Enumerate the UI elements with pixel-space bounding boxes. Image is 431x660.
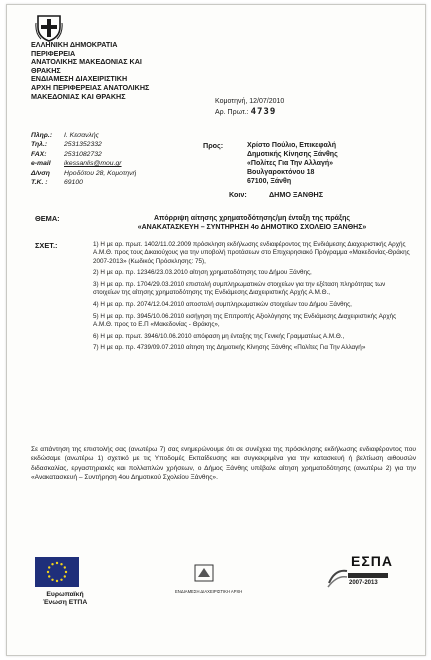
- org-line: ΘΡΑΚΗΣ: [31, 65, 61, 75]
- org-line: ΠΕΡΙΦΕΡΕΙΑ: [31, 48, 76, 58]
- protocol-label: Αρ. Πρωτ.:: [215, 109, 249, 116]
- references-list: [93, 241, 413, 356]
- contact-label: Τηλ.:: [31, 141, 48, 149]
- reference-item: 1) Η με αρ. πρωτ. 1402/11.02.2009 πρόσκληση εκδήλωσης ενδιαφέροντος της Ενδιάμεσης Διαχειριστικής Αρχής Α.Μ.Θ. προς τους Δικαιούχους για την υποβολή προτάσεων στο Επιχειρησιακό Πρόγραμμα «Μακεδονίας-Θράκης 2007-2013» (Κωδικός Πρόσκλησης: 75),: [93, 241, 410, 265]
- org-line: ΑΝΑΤΟΛΙΚΗΣ ΜΑΚΕΔΟΝΙΑΣ ΚΑΙ: [31, 57, 142, 67]
- authority-caption: ΕΝΔΙΑΜΕΣΗ ΔΙΑΧΕΙΡΙΣΤΙΚΗ ΑΡΧΗ: [175, 589, 243, 594]
- body-paragraph: Σε απάντηση της επιστολής σας (ανωτέρω 7) σας ενημερώνουμε ότι σε συνέχεια της πρόσκλησης εκδήλωσης ενδιαφέροντος που εκδώσαμε (ανωτέρω 1) σχετικό με τις Υποδομές Εκπαίδευσης και συγκεκριμένα για την κατασκευή ή βελτίωση αιθουσών διδασκαλίας, εργαστηριακές και πολλαπλών χρήσεων, ο Δήμος Ξάνθης υπέβαλε αίτηση χρηματοδότησης (ανωτέρω 2) για την «Ανακατασκευή – Συντήρηση 4ου Δημοτικού Σχολείου Ξάνθης».: [31, 446, 416, 482]
- contact-value: Ι. Κεσανλής: [64, 132, 99, 139]
- issuing-authority: [31, 41, 176, 101]
- recipient-label: Προς:: [203, 141, 224, 150]
- subject-label: ΘΕΜΑ:: [35, 214, 60, 223]
- espa-swirl-icon: [325, 565, 349, 589]
- cc-label: Κοιν:: [229, 190, 247, 199]
- contact-label: Πληρ.:: [31, 132, 53, 139]
- contact-row: [31, 131, 136, 140]
- espa-years: 2007-2013: [349, 580, 378, 586]
- contact-label: e-mail: [31, 160, 51, 168]
- references-label: ΣΧΕΤ.:: [35, 241, 58, 250]
- email-link[interactable]: ikessanlis@mou.gr: [64, 160, 122, 168]
- subject-text: [87, 214, 417, 232]
- letter-page: [6, 4, 426, 656]
- contact-value: 2531352332: [64, 141, 102, 149]
- contact-value: 2531082732: [64, 150, 102, 158]
- reference-item: 6) Η με αρ. πρωτ. 3946/10.06.2010 απόφαση μη ένταξης της Γενικής Γραμματέως Α.Μ.Θ.,: [93, 332, 345, 340]
- reference-item: 7) Η με αρ. πρ. 4739/09.07.2010 αίτηση της Δημοτικής Κίνησης Ξάνθης «Πολίτες Για Την Αλλαγή»: [93, 344, 366, 352]
- protocol-number: 4739: [250, 107, 277, 117]
- contact-label: Τ.Κ. :: [31, 179, 48, 187]
- espa-logo-text: ΕΣΠΑ: [351, 553, 393, 569]
- subject-line: Απόρριψη αίτησης χρηματοδότησης/μη ένταξη της πράξης: [153, 215, 351, 222]
- recipient-line: Χρίστο Πούλιο, Επικεφαλή: [247, 142, 336, 149]
- org-line: ΕΛΛΗΝΙΚΗ ΔΗΜΟΚΡΑΤΙΑ: [31, 40, 118, 49]
- org-line: ΕΝΔΙΑΜΕΣΗ ΔΙΑΧΕΙΡΙΣΤΙΚΗ: [31, 74, 128, 84]
- contact-value: 69100: [64, 179, 83, 187]
- contact-row: [31, 150, 136, 159]
- org-line: ΜΑΚΕΔΟΝΙΑΣ ΚΑΙ ΘΡΑΚΗΣ: [31, 91, 126, 101]
- recipient-line: «Πολίτες Για Την Αλλαγή»: [247, 160, 333, 167]
- reference-item: 3) Η με αρ. πρ. 1704/29.03.2010 επιστολή συμπληρωματικών στοιχείων για την εξέταση πληρότητας των στοιχείων της αίτησης χρηματοδότησης της Ενδιάμεσης Διαχειριστικής Αρχής Α.Μ.Θ.,: [93, 281, 386, 297]
- contact-label: Δ/νση: [31, 169, 50, 177]
- cc-value: ΔΗΜΟ ΞΑΝΘΗΣ: [269, 190, 324, 199]
- eu-flag-icon: [35, 557, 79, 587]
- contact-value: Ηροδότου 28, Κομοτηνή: [64, 169, 137, 177]
- greek-crest-icon: [35, 13, 63, 43]
- recipient-line: Δημοτικής Κίνησης Ξάνθης: [247, 151, 338, 158]
- reference-item: 4) Η με αρ. πρ. 2074/12.04.2010 αποστολή συμπληρωματικών στοιχείων του Δήμου Ξάνθης,: [93, 301, 352, 308]
- contact-row: [31, 140, 136, 149]
- contact-row: [31, 169, 136, 178]
- recipient-line: 67100, Ξάνθη: [247, 178, 292, 185]
- date-line: Κομοτηνή, 12/07/2010: [215, 98, 285, 105]
- recipient-address: [247, 141, 407, 186]
- eu-caption: Ευρωπαϊκή Ένωση ΕΤΠΑ: [42, 591, 88, 606]
- authority-logo-icon: [193, 563, 215, 583]
- org-line: ΑΡΧΗ ΠΕΡΙΦΕΡΕΙΑΣ ΑΝΑΤΟΛΙΚΗΣ: [31, 82, 150, 92]
- contact-label: FAX:: [31, 150, 47, 158]
- reference-item: 5) Η με αρ. πρ. 3945/10.06.2010 εισήγηση της Επιτροπής Αξιολόγησης της Ενδιάμεσης Διαχειριστικής Αρχής Α.Μ.Θ. προς το Ε.Π «Μακεδονίας - Θράκης»,: [93, 312, 397, 328]
- recipient-line: Βουλγαροκτόνου 18: [247, 169, 315, 176]
- protocol-line: [215, 107, 284, 118]
- reference-item: 2) Η με αρ. πρ. 12346/23.03.2010 αίτηση χρηματοδότησης του Δήμου Ξάνθης,: [93, 269, 312, 277]
- contact-row: [31, 159, 136, 168]
- espa-bar: [348, 573, 388, 578]
- subject-line: «ΑΝΑΚΑΤΑΣΚΕΥΗ – ΣΥΝΤΗΡΗΣΗ 4ο ΔΗΜΟΤΙΚΟ ΣΧΟΛΕΙΟ ΞΑΝΘΗΣ»: [137, 224, 367, 231]
- contact-details: [31, 131, 136, 187]
- date-block: [215, 97, 284, 118]
- contact-row: [31, 178, 136, 187]
